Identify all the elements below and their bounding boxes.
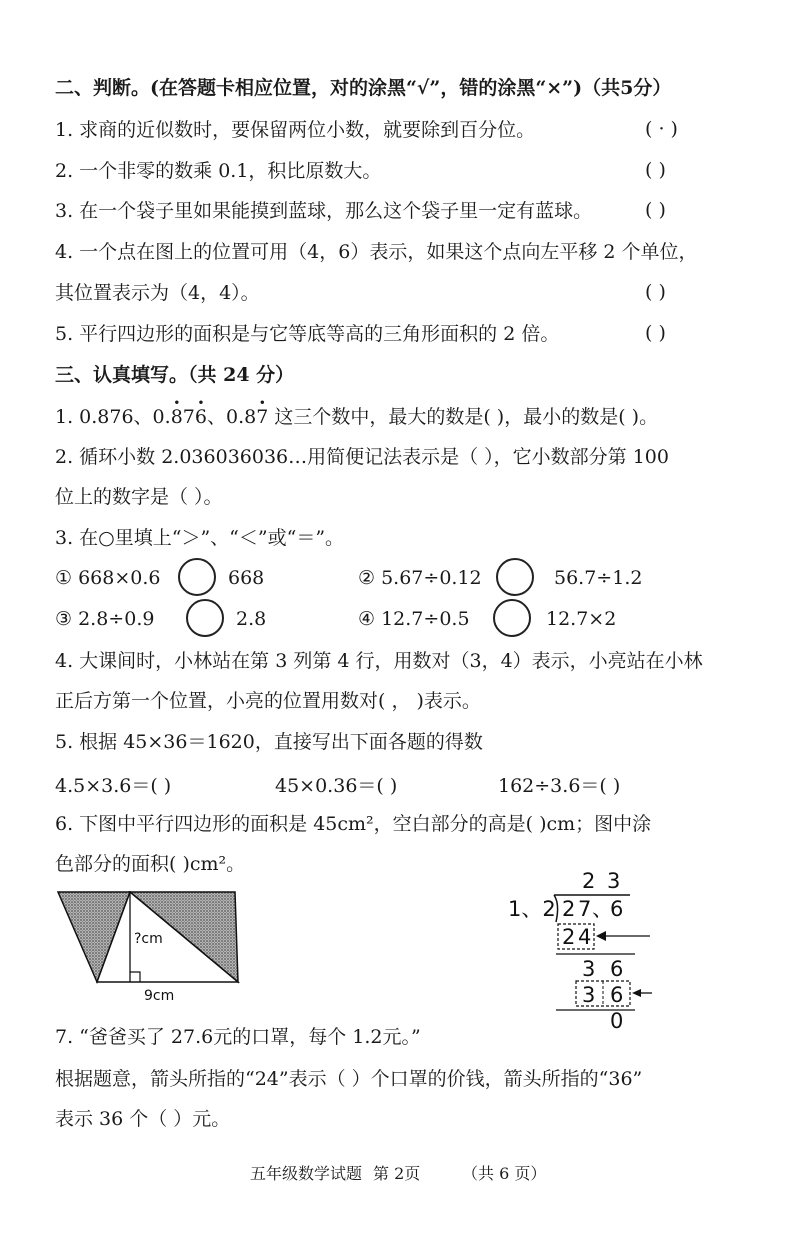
fill-q2-line2: 位上的数字是（ ）。 bbox=[55, 486, 223, 508]
height-label: ?cm bbox=[134, 931, 163, 947]
step1-digit-1: 2 bbox=[562, 925, 576, 949]
marker-3: ③ bbox=[55, 608, 73, 630]
quotient-digit-1: 2 bbox=[582, 869, 596, 893]
dividend-digit-2: 7 bbox=[578, 897, 592, 921]
compare-4 bbox=[358, 608, 470, 630]
parallelogram-figure bbox=[50, 886, 250, 1006]
step1-digit-2: 4 bbox=[578, 925, 592, 949]
fill-q7-line1: 7. “爸爸买了 27.6元的口罩，每个 1.2元。” bbox=[55, 1026, 421, 1048]
judge-item-5: 5. 平行四边形的面积是与它等底等高的三角形面积的 2 倍。 bbox=[55, 323, 560, 345]
compare-4-left: 12.7÷0.5 bbox=[381, 608, 470, 630]
footer-subject: 五年级数学试题 bbox=[250, 1164, 363, 1183]
fill-q7-line3: 表示 36 个（ ）元。 bbox=[55, 1108, 231, 1130]
compare-1 bbox=[55, 567, 161, 589]
judge-item-2: 2. 一个非零的数乘 0.1，积比原数大。 bbox=[55, 160, 382, 182]
step3-digit-2: 6 bbox=[610, 983, 624, 1007]
fill-q3-title: 3. 在○里填上“＞”、“＜”或“＝”。 bbox=[55, 527, 345, 549]
judge-answer-4[interactable]: ( ) bbox=[645, 281, 666, 303]
marker-1: ① bbox=[55, 567, 73, 589]
fill-q6-line2: 色部分的面积( )cm²。 bbox=[55, 853, 246, 875]
compare-2-right: 56.7÷1.2 bbox=[554, 567, 643, 589]
quotient-digit-2: 3 bbox=[607, 869, 621, 893]
remainder: 0 bbox=[610, 1009, 624, 1032]
marker-2: ② bbox=[358, 567, 376, 589]
q1-mid: 、0.8 bbox=[206, 406, 257, 428]
marker-4: ④ bbox=[358, 608, 376, 630]
judge-item-4-cont: 其位置表示为（4，4）。 bbox=[55, 282, 260, 304]
step2-digit-2: 6 bbox=[610, 957, 624, 981]
compare-3-left: 2.8÷0.9 bbox=[78, 608, 155, 630]
fill-q2-line1: 2. 循环小数 2.036036036…用简便记法表示是（ ），它小数部分第 100 bbox=[55, 446, 669, 468]
fill-q4-line1: 4. 大课间时，小林站在第 3 列第 4 行，用数对（3，4）表示，小亮站在小林 bbox=[55, 650, 703, 672]
compare-4-right: 12.7×2 bbox=[546, 608, 617, 630]
long-division bbox=[500, 862, 670, 1032]
compare-3-right: 2.8 bbox=[236, 608, 267, 630]
arrow-36-head bbox=[632, 989, 641, 997]
fill-q4-line2: 正后方第一个位置，小亮的位置用数对( ， )表示。 bbox=[55, 690, 481, 712]
divisor: 1、2 bbox=[508, 897, 556, 921]
judge-answer-5[interactable]: ( ) bbox=[645, 322, 666, 344]
q1-digit-mid: 7 bbox=[182, 406, 195, 428]
compare-circle-2[interactable] bbox=[496, 558, 534, 596]
fill-q1 bbox=[55, 405, 658, 429]
footer-page: 第 2页 bbox=[373, 1164, 421, 1183]
fill-q5-c: 162÷3.6＝( ) bbox=[498, 775, 621, 797]
q1-suffix: 这三个数中，最大的数是( )，最小的数是( )。 bbox=[268, 406, 659, 428]
compare-2-left: 5.67÷0.12 bbox=[381, 567, 482, 589]
judge-item-1: 1. 求商的近似数时，要保留两位小数，就要除到百分位。 bbox=[55, 119, 536, 141]
q1-repeat-digit-single: · 7 bbox=[256, 405, 268, 429]
compare-1-left: 668×0.6 bbox=[78, 567, 161, 589]
compare-circle-1[interactable] bbox=[178, 558, 216, 596]
fill-q5-b: 45×0.36＝( ) bbox=[275, 775, 398, 797]
compare-2 bbox=[358, 567, 482, 589]
judge-item-4: 4. 一个点在图上的位置可用（4，6）表示，如果这个点向左平移 2 个单位， bbox=[55, 241, 698, 263]
fill-q5-line1: 5. 根据 45×36＝1620，直接写出下面各题的得数 bbox=[55, 731, 483, 753]
step2-digit-1: 3 bbox=[582, 957, 596, 981]
compare-circle-3[interactable] bbox=[186, 599, 224, 637]
q1-prefix: 1. 0.876、0. bbox=[55, 406, 171, 428]
footer-total: （共 6 页） bbox=[462, 1164, 547, 1183]
judge-answer-1[interactable]: ( · ) bbox=[645, 118, 678, 140]
step3-digit-1: 3 bbox=[582, 983, 596, 1007]
base-label: 9cm bbox=[144, 988, 175, 1004]
fill-q5-a: 4.5×3.6＝( ) bbox=[55, 775, 172, 797]
fill-q6-line1: 6. 下图中平行四边形的面积是 45cm²，空白部分的高是( )cm；图中涂 bbox=[55, 813, 652, 835]
fill-q7-line2: 根据题意，箭头所指的“24”表示（ ）个口罩的价钱，箭头所指的“36” bbox=[55, 1068, 643, 1090]
q1-repeat-digit-start: · 8 bbox=[171, 405, 183, 429]
compare-3 bbox=[55, 608, 154, 630]
dividend-digit-1: 2 bbox=[562, 897, 576, 921]
judge-answer-3[interactable]: ( ) bbox=[645, 199, 666, 221]
compare-circle-4[interactable] bbox=[493, 599, 531, 637]
arrow-24-head bbox=[596, 931, 606, 941]
judge-answer-2[interactable]: ( ) bbox=[645, 159, 666, 181]
section3-title: 三、认真填写。（共 24 分） bbox=[55, 364, 295, 386]
dividend-point: 、 bbox=[592, 897, 613, 921]
compare-1-right: 668 bbox=[228, 567, 265, 589]
section2-title: 二、判断。(在答题卡相应位置，对的涂黑“√”，错的涂黑“×”)（共5分） bbox=[55, 77, 672, 99]
q1-repeat-digit-end: · 6 bbox=[195, 405, 207, 429]
dividend-digit-3: 6 bbox=[610, 897, 624, 921]
judge-item-3: 3. 在一个袋子里如果能摸到蓝球，那么这个袋子里一定有蓝球。 bbox=[55, 200, 593, 222]
